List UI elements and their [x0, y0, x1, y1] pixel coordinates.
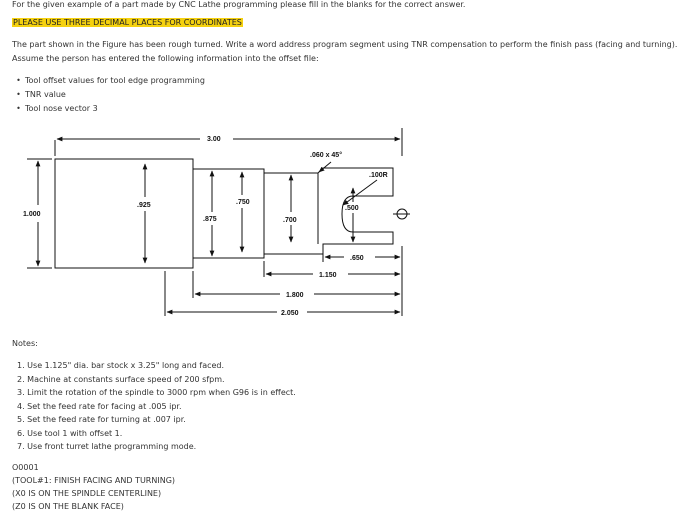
- list-item: 3. Limit the rotation of the spindle to 3000 rpm when G96 is in effect.: [17, 388, 296, 397]
- program-line: O0001: [12, 463, 39, 472]
- description-line-2: Assume the person has entered the following information into the offset file:: [12, 54, 319, 63]
- list-item: 6. Use tool 1 with offset 1.: [17, 428, 123, 438]
- overall-length-label: 3.00: [207, 136, 221, 143]
- list-item: 1. Use 1.125" dia. bar stock x 3.25" long and faced.: [17, 361, 225, 370]
- dia-925-label: .925: [137, 202, 151, 209]
- highlight-text: PLEASE USE THREE DECIMAL PLACES FOR COORDINATES: [13, 18, 242, 27]
- bullet-icon: •: [16, 104, 21, 113]
- list-item: 4. Set the feed rate for facing at .005 ipr.: [17, 401, 182, 411]
- list-item: 7. Use front turret lathe programming mode.: [17, 442, 197, 451]
- dia-700-label: .700: [283, 217, 297, 224]
- chamfer-label: .060 x 45°: [310, 152, 342, 159]
- intro-text: For the given example of a part made by CNC Lathe programming please fill in the blanks for the correct answer.: [12, 0, 466, 9]
- part-outline: [55, 159, 393, 268]
- bullet-icon: •: [16, 76, 21, 85]
- description-line-1: The part shown in the Figure has been rough turned. Write a word address program segment using TNR compensation to perform the finish pass (facing and turning).: [12, 40, 678, 49]
- radius-leader: [343, 180, 377, 205]
- list-item: • TNR value: [12, 88, 205, 102]
- dia-500-label: .500: [345, 205, 359, 212]
- chamfer-leader: [319, 162, 331, 172]
- program-listing: [12, 461, 175, 513]
- list-item: • Tool nose vector 3: [12, 102, 205, 116]
- len-1800-label: 1.800: [286, 292, 304, 299]
- dia-875-label: .875: [203, 216, 217, 223]
- program-line: (TOOL#1: FINISH FACING AND TURNING): [12, 476, 176, 485]
- notes-title: Notes:: [12, 339, 38, 348]
- notes-list: [17, 359, 296, 454]
- radius-label: .100R: [369, 172, 388, 179]
- list-item: • Tool offset values for tool edge programming: [12, 74, 205, 88]
- list-item: 2. Machine at constants surface speed of 200 sfpm.: [17, 374, 225, 384]
- list-item: 5. Set the feed rate for turning at .007 ipr.: [17, 415, 186, 424]
- dia-750-label: .750: [236, 199, 250, 206]
- len-2050-label: 2.050: [281, 310, 299, 317]
- program-line: (Z0 IS ON THE BLANK FACE): [12, 502, 124, 511]
- bullet-icon: •: [16, 90, 21, 99]
- stock-dia-label: 1.000: [23, 211, 41, 218]
- len-1150-label: 1.150: [319, 272, 337, 279]
- len-650-label: .650: [350, 255, 364, 262]
- program-line: (X0 IS ON THE SPINDLE CENTERLINE): [12, 489, 162, 498]
